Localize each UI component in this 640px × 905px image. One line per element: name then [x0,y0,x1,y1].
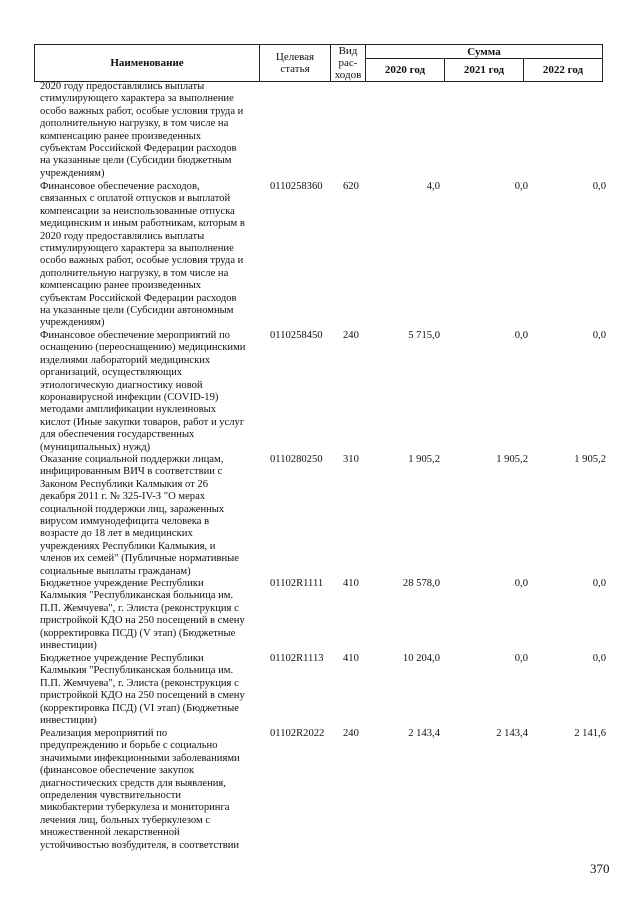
table-row [0,181,640,330]
row-2020: 4,0 [426,181,440,192]
row-2022: 1 905,2 [574,454,606,465]
row-2022: 0,0 [592,181,606,192]
row-2021: 0,0 [514,181,528,192]
row-name: Бюджетное учреждение Республики Калмыкия "Республиканская больница им. П.П. Жемчуева", г. Элиста (реконструкция с пристройкой КДО на 250 посещений в смену (корректировка ПСД) (VI этап) (Бюджетные инвестиции) [40,653,245,727]
table-row [0,728,640,858]
row-code: 0110280250 [270,454,323,465]
row-2021: 1 905,2 [496,454,528,465]
header-vid-line1: Вид [338,45,358,57]
table-body [0,81,640,858]
header-article-line2: статья [280,63,310,75]
row-vid: 410 [343,578,359,589]
header-2020: 2020 год [366,59,445,82]
row-2021: 0,0 [514,330,528,341]
row-code: 01102R2022 [270,728,325,739]
row-2022: 0,0 [592,578,606,589]
row-2022: 0,0 [592,653,606,664]
row-name: Бюджетное учреждение Республики Калмыкия "Республиканская больница им. П.П. Жемчуева", г. Элиста (реконструкция с пристройкой КДО на 250 посещений в смену (корректировка ПСД) (V этап) (Бюджетные инвестиции) [40,578,245,652]
row-name: Финансовое обеспечение мероприятий по оснащению (переоснащению) медицинскими изделиями лабораторий медицинских организаций, осуществляющих этиологическую диагностику новой коронавирусной инфекции (COVID-19) методами амплификации нуклеиновых кислот (Иные закупки товаров, работ и услуг для обеспечения государственных (муниципальных) нужд) [40,330,246,453]
row-2022: 0,0 [592,330,606,341]
row-vid: 620 [343,181,359,192]
row-2020: 10 204,0 [402,653,440,664]
row-code: 01102R1113 [270,653,324,664]
table-row [0,330,640,454]
row-2021: 0,0 [514,653,528,664]
table-row [0,454,640,578]
header-name: Наименование [35,45,260,82]
page-number: 370 [590,861,610,876]
row-vid: 310 [343,454,359,465]
header-2022: 2022 год [524,59,603,82]
row-code: 01102R1111 [270,578,324,589]
row-vid: 240 [343,330,359,341]
row-2020: 28 578,0 [402,578,440,589]
table-row [0,653,640,728]
row-code: 0110258360 [270,181,323,192]
header-sum: Сумма [366,45,603,59]
row-2020: 1 905,2 [408,454,440,465]
header-vid [331,45,366,82]
row-2021: 2 143,4 [496,728,528,739]
row-2021: 0,0 [514,578,528,589]
row-2020: 2 143,4 [408,728,440,739]
header-article-line1: Целевая [275,51,315,63]
table-row [0,81,640,181]
row-vid: 240 [343,728,359,739]
row-name: Оказание социальной поддержки лицам, инфицированным ВИЧ в соответствии с Законом Республики Калмыкия от 26 декабря 2011 г. № 325-IV-З "О мерах социальной поддержки лиц, зараженных вирусом иммунодефицита человека в возрасте до 18 лет в медицинских учреждениях Республики Калмыкия, и членов их семей" (Публичные нормативные социальные выплаты гражданам) [40,454,239,577]
row-2022: 2 141,6 [574,728,606,739]
header-2021: 2021 год [445,59,524,82]
row-vid: 410 [343,653,359,664]
table-header [34,44,603,82]
header-article [260,45,331,82]
row-name: Финансовое обеспечение расходов, связанных с оплатой отпусков и выплатой компенсации за неиспользованные отпуска медицинским и иным работникам, которым в 2020 году предоставлялись выплаты стимулирующего характера за выполнение особо важных работ, особые условия труда и дополнительную нагрузку, в том числе на компенсацию ранее произведенных субъектам Российской Федерации расходов на указанные цели (Субсидии автономным учреждениям) [40,181,245,329]
row-name: Реализация мероприятий по предупреждению и борьбе с социально значимыми инфекционными заболеваниями (финансовое обеспечение закупок диагностических средств для выявления, определения чувствительности микобактерии туберкулеза и мониторинга лечения лиц, больных туберкулезом с множественной лекарственной устойчивостью возбудителя, в соответствии [40,728,240,851]
row-2020: 5 715,0 [408,330,440,341]
row-name: 2020 году предоставлялись выплаты стимулирующего характера за выполнение особо важных работ, особые условия труда и дополнительную нагрузку, в том числе на компенсацию ранее произведенных субъектам Российской Федерации расходов на указанные цели (Субсидии бюджетным учреждениям) [40,81,244,179]
table-row [0,578,640,653]
header-vid-line2: рас- [338,57,358,69]
row-code: 0110258450 [270,330,323,341]
header-vid-line3: ходов [334,69,362,81]
